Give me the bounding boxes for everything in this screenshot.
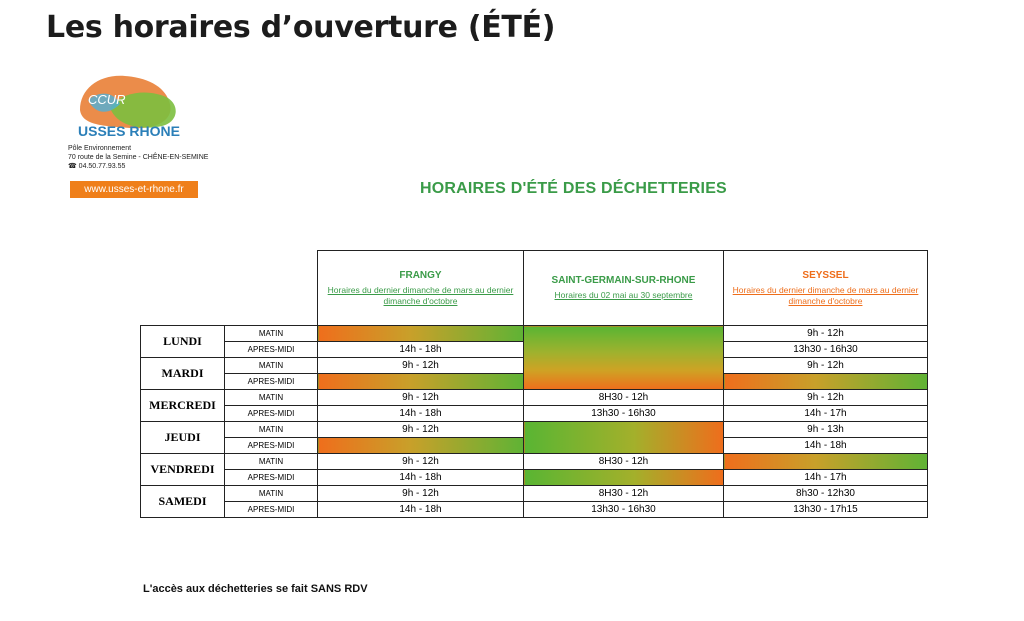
table-row xyxy=(141,406,928,422)
table-row xyxy=(141,486,928,502)
day-label: VENDREDI xyxy=(141,454,225,486)
site-name: FRANGY xyxy=(399,269,442,281)
period-label: MATIN xyxy=(225,422,318,438)
period-label: APRES-MIDI xyxy=(225,342,318,358)
site-hours-note: Horaires du dernier dimanche de mars au dernier dimanche d'octobre xyxy=(327,284,514,306)
hours-cell: 13h30 - 16h30 xyxy=(724,342,928,358)
period-label: APRES-MIDI xyxy=(225,470,318,486)
closed-cell xyxy=(524,470,724,486)
svg-text:CCUR: CCUR xyxy=(88,92,126,107)
hours-cell: 14h - 18h xyxy=(724,438,928,454)
schedule-title: HORAIRES D'ÉTÉ DES DÉCHETTERIES xyxy=(420,180,727,197)
closed-cell xyxy=(318,438,524,454)
period-label: APRES-MIDI xyxy=(225,374,318,390)
site-hours-note: Horaires du dernier dimanche de mars au dernier dimanche d'octobre xyxy=(732,284,919,306)
table-row xyxy=(141,502,928,518)
hours-cell: 13h30 - 16h30 xyxy=(524,502,724,518)
day-label: JEUDI xyxy=(141,422,225,454)
hours-cell: 14h - 17h xyxy=(724,470,928,486)
website-badge[interactable]: www.usses-et-rhone.fr xyxy=(70,181,198,198)
table-row xyxy=(141,470,928,486)
period-label: APRES-MIDI xyxy=(225,406,318,422)
hours-cell: 8h30 - 12h30 xyxy=(724,486,928,502)
period-label: MATIN xyxy=(225,390,318,406)
table-header-row xyxy=(141,251,928,326)
table-row xyxy=(141,390,928,406)
day-label: SAMEDI xyxy=(141,486,225,518)
logo-dept: Pôle Environnement xyxy=(68,145,132,152)
period-label: MATIN xyxy=(225,326,318,342)
hours-cell: 8H30 - 12h xyxy=(524,486,724,502)
logo-address: 70 route de la Semine - CHÊNE-EN-SEMINE xyxy=(68,154,209,161)
hours-cell: 9h - 12h xyxy=(318,486,524,502)
site-name: SAINT-GERMAIN-SUR-RHONE xyxy=(551,275,696,286)
hours-cell: 9h - 12h xyxy=(724,390,928,406)
hours-cell: 14h - 18h xyxy=(318,342,524,358)
logo-phone: 04.50.77.93.55 xyxy=(78,163,126,170)
hours-cell: 9h - 12h xyxy=(724,326,928,342)
hours-cell: 8H30 - 12h xyxy=(524,390,724,406)
period-label: MATIN xyxy=(225,486,318,502)
hours-cell: 9h - 12h xyxy=(318,422,524,438)
logo-contact xyxy=(68,144,208,171)
period-label: APRES-MIDI xyxy=(225,502,318,518)
hours-cell: 14h - 18h xyxy=(318,502,524,518)
schedule-table xyxy=(140,250,928,518)
period-label: MATIN xyxy=(225,358,318,374)
site-frangy xyxy=(318,251,524,326)
closed-cell xyxy=(524,326,724,390)
day-label: LUNDI xyxy=(141,326,225,358)
footnote: L'accès aux déchetteries se fait SANS RDV xyxy=(143,583,368,595)
table-row xyxy=(141,454,928,470)
period-label: APRES-MIDI xyxy=(225,438,318,454)
site-saint-germain xyxy=(524,251,724,326)
table-row xyxy=(141,422,928,438)
period-label: MATIN xyxy=(225,454,318,470)
hours-cell: 9h - 13h xyxy=(724,422,928,438)
site-hours-note: Horaires du 02 mai au 30 septembre xyxy=(554,290,693,300)
closed-cell xyxy=(724,374,928,390)
hours-cell: 14h - 18h xyxy=(318,406,524,422)
closed-cell xyxy=(318,374,524,390)
hours-cell: 14h - 18h xyxy=(318,470,524,486)
hours-cell: 14h - 17h xyxy=(724,406,928,422)
hours-cell: 9h - 12h xyxy=(724,358,928,374)
hours-cell: 9h - 12h xyxy=(318,358,524,374)
hours-cell: 9h - 12h xyxy=(318,390,524,406)
logo-phone-row xyxy=(68,162,208,171)
hours-cell: 9h - 12h xyxy=(318,454,524,470)
empty-corner xyxy=(141,251,318,326)
closed-cell xyxy=(724,454,928,470)
table-row xyxy=(141,326,928,342)
day-label: MERCREDI xyxy=(141,390,225,422)
svg-text:USSES RHONE: USSES RHONE xyxy=(78,123,180,139)
usses-rhone-logo xyxy=(70,70,190,144)
phone-icon: ☎ xyxy=(68,163,79,170)
site-seyssel xyxy=(724,251,928,326)
closed-cell xyxy=(318,326,524,342)
closed-cell xyxy=(524,422,724,454)
page-title: Les horaires d’ouverture (ÉTÉ) xyxy=(46,10,556,45)
hours-cell: 13h30 - 17h15 xyxy=(724,502,928,518)
hours-cell: 13h30 - 16h30 xyxy=(524,406,724,422)
day-label: MARDI xyxy=(141,358,225,390)
site-name: SEYSSEL xyxy=(802,269,849,281)
hours-cell: 8H30 - 12h xyxy=(524,454,724,470)
